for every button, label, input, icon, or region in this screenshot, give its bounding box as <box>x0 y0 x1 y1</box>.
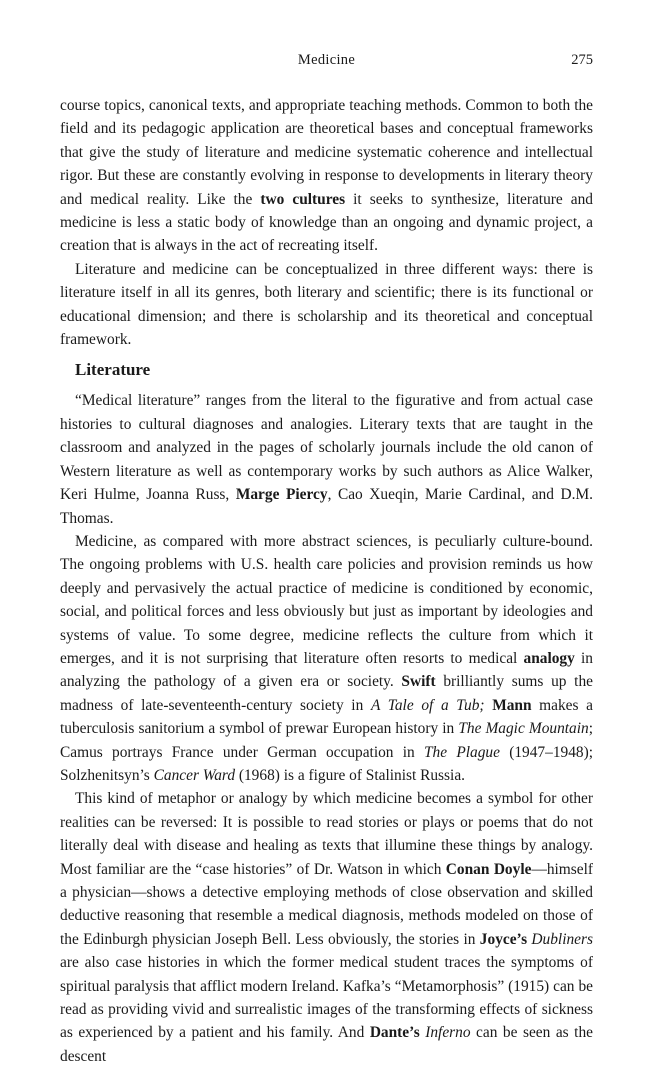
bold-term: Dante’s <box>369 1024 420 1042</box>
italic-title: Dubliners <box>531 930 593 948</box>
paragraph <box>60 787 593 1068</box>
text-run: “Medical literature” ranges from the literal to the figurative and from actual case histories to cultural diagnoses and analogies. Literary texts that are taught in the classroom and analyzed in the pages of scholarly journals include the old canon of Western literature as well as contemporary works by such authors as Alice Walker, Keri Hulme, Joanna Russ, <box>60 392 593 504</box>
text-run: ; Camus portrays France under German occupation in <box>60 720 594 761</box>
page-number: 275 <box>571 52 593 68</box>
text-run: , Cao Xueqin, Marie Cardinal, and D.M. Thomas. <box>60 486 593 527</box>
text-run: (1947–1948); Solzhenitsyn’s <box>60 743 593 784</box>
text-run: —himself a physician—shows a detective employing methods of close observation and skilled deductive reasoning that resemble a medical diagnosis, methods modeled on those of the Edinburgh physician Joseph Bell. Less obviously, the stories in <box>60 860 593 948</box>
body-text <box>60 94 593 1068</box>
paragraph <box>60 258 593 352</box>
text-run: in analyzing the pathology of a given era or society. <box>60 649 593 691</box>
paragraph <box>60 530 593 787</box>
text-run: it seeks to synthesize, literature and medicine is less a static body of knowledge than an ongoing and dynamic project, a creation that is always in the act of recreating itself. <box>60 190 593 255</box>
bold-term: Mann <box>492 696 532 714</box>
text-run: Literature and medicine can be conceptualized in three different ways: there is literature itself in all its genres, both literary and scientific; there is its functional or educational dimension; and there is scholarship and its theoretical and conceptual framework. <box>60 260 593 349</box>
bold-term: Marge Piercy <box>235 486 328 504</box>
text-run: This kind of metaphor or analogy by which medicine becomes a symbol for other realities can be reversed: It is possible to read stories or plays or poems that do not literally deal with disease and healing as texts that illumine these things by analogy. Most familiar are the “case histories” of Dr. Watson in which <box>60 790 593 878</box>
text-run: makes a tuberculosis sanitorium a symbol of prewar European history in <box>60 696 593 738</box>
text-run: can be seen as the descent <box>60 1024 593 1065</box>
italic-title: The Plague <box>424 743 500 761</box>
bold-term: Conan Doyle <box>445 860 532 878</box>
running-head <box>60 52 593 74</box>
bold-term: Joyce’s <box>479 930 528 948</box>
running-head-title: Medicine <box>297 52 356 68</box>
bold-term: two cultures <box>260 190 346 208</box>
section-heading: Literature <box>75 360 151 380</box>
text-run: are also case histories in which the former medical student traces the symptoms of spiritual paralysis that afflict modern Ireland. Kafka’s “Metamorphosis” (1915) can be read as providing vivid and surrealistic images of the transforming effects of sickness as experienced by a patient and his family. And <box>60 954 593 1042</box>
italic-title: A Tale of a Tub; <box>370 696 485 714</box>
italic-title: The Magic Mountain <box>458 720 589 738</box>
text-run: Medicine, as compared with more abstract sciences, is peculiarly culture-bound. The ongoing problems with U.S. health care policies and provision reminds us how deeply and pervasively the actual practice of medicine is conditioned by economic, social, and political forces and less obviously but just as important by ideologies and systems of value. To some degree, medicine reflects the culture from which it emerges, and it is not surprising that literature often resorts to medical <box>60 532 593 667</box>
text-run: course topics, canonical texts, and appropriate teaching methods. Common to both the field and its pedagogic application are theoretical bases and conceptual frameworks that give the study of literature and medicine systematic coherence and intellectual rigor. But these are constantly evolving in response to developments in literary theory and medical reality. Like the <box>60 97 593 208</box>
text-run: brilliantly sums up the madness of late-seventeenth-century society in <box>60 673 593 714</box>
bold-term: analogy <box>523 649 575 667</box>
paragraph <box>60 389 593 529</box>
italic-title: Inferno <box>425 1024 471 1042</box>
text-run: (1968) is a figure of Stalinist Russia. <box>235 766 465 784</box>
paragraph <box>60 94 593 258</box>
italic-title: Cancer Ward <box>153 766 236 784</box>
bold-term: Swift <box>401 673 436 691</box>
